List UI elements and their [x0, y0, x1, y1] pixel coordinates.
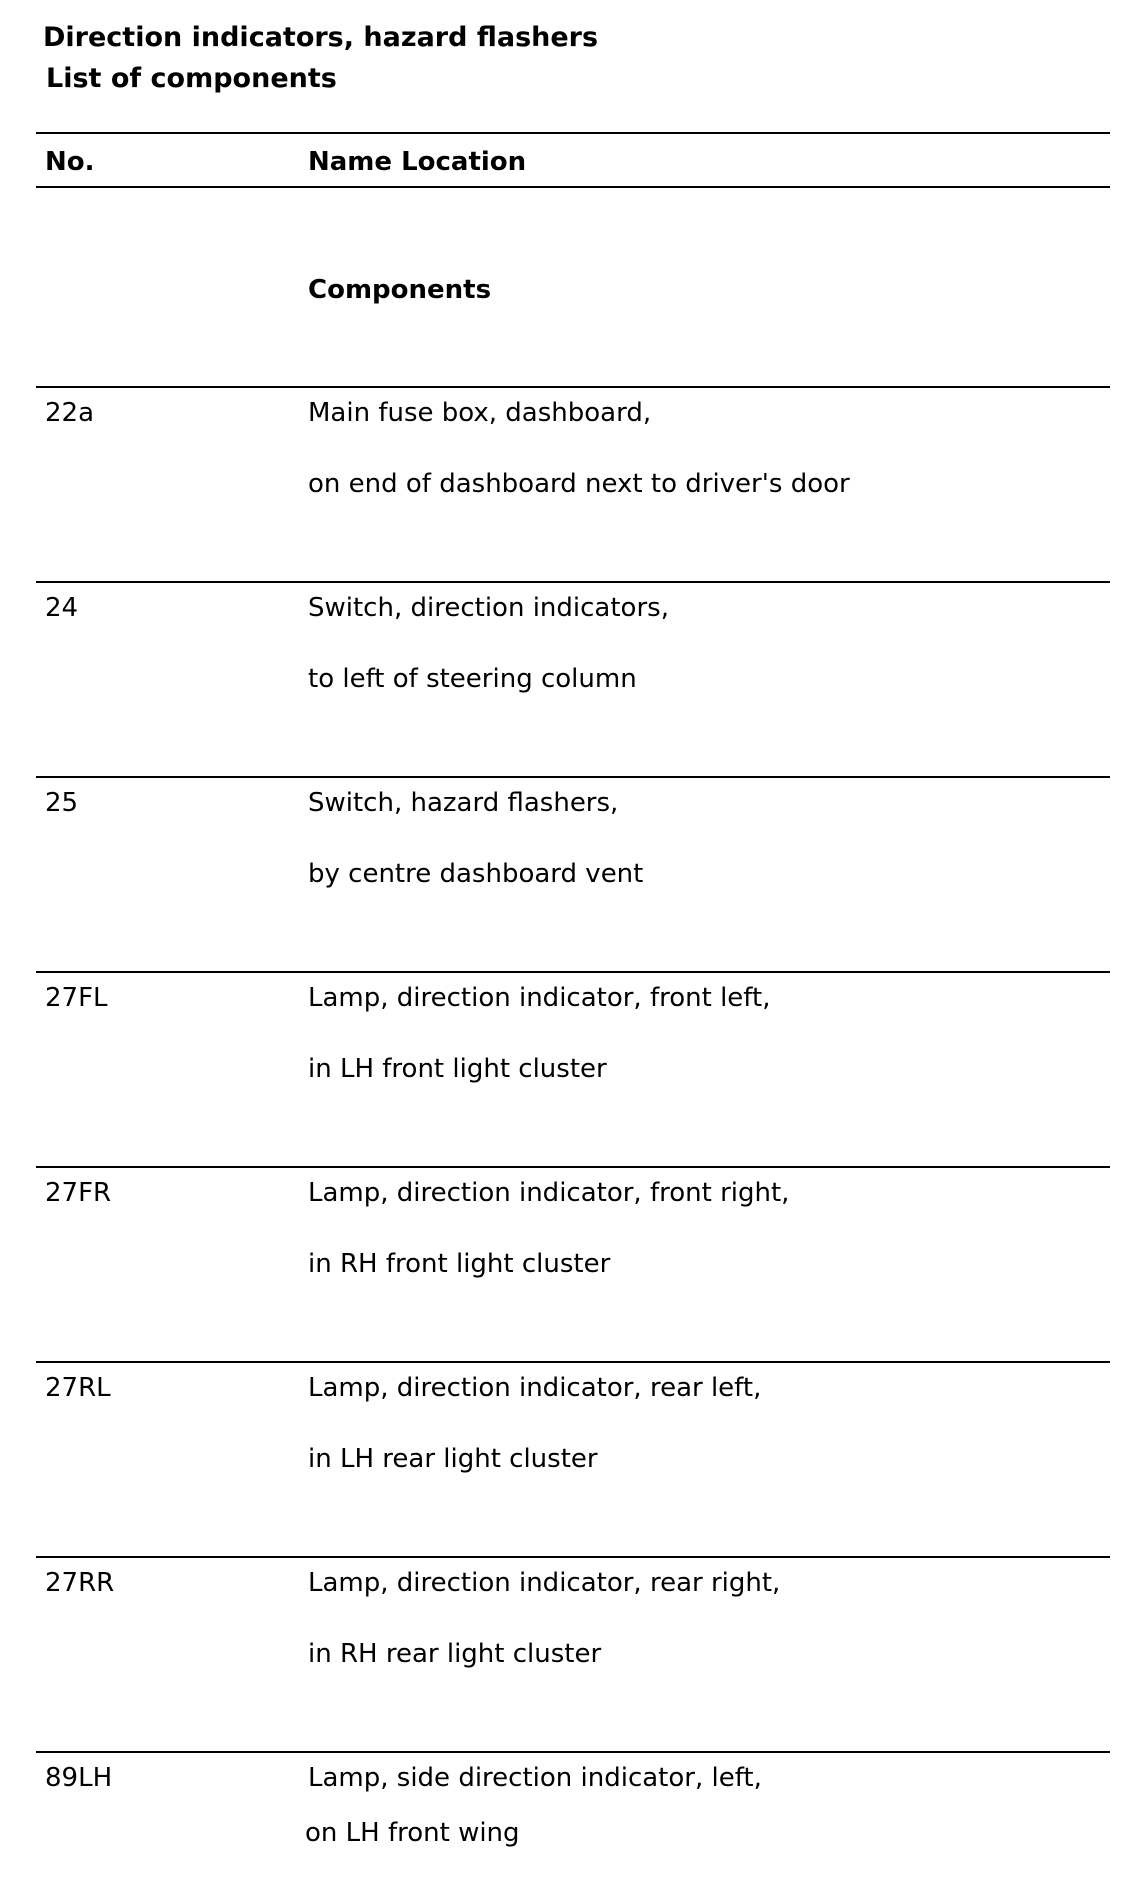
row-divider: [36, 386, 1110, 388]
row-no: 25: [45, 788, 79, 818]
row-location: in LH front light cluster: [308, 1054, 607, 1084]
row-location: on LH front wing: [305, 1818, 520, 1848]
row-divider: [36, 1751, 1110, 1753]
row-name: Switch, hazard flashers,: [308, 788, 619, 818]
row-name: Lamp, side direction indicator, left,: [308, 1763, 762, 1793]
row-divider: [36, 1361, 1110, 1363]
table-top-rule: [36, 132, 1110, 134]
row-name: Lamp, direction indicator, rear left,: [308, 1373, 762, 1403]
row-divider: [36, 1556, 1110, 1558]
row-location: on end of dashboard next to driver's door: [308, 469, 850, 499]
row-divider: [36, 1166, 1110, 1168]
row-divider: [36, 971, 1110, 973]
document-title: Direction indicators, hazard flashers: [43, 22, 599, 53]
row-no: 89LH: [45, 1763, 113, 1793]
row-no: 24: [45, 593, 79, 623]
row-no: 27RL: [45, 1373, 111, 1403]
row-no: 22a: [45, 398, 95, 428]
row-no: 27FR: [45, 1178, 112, 1208]
row-divider: [36, 581, 1110, 583]
row-location: in RH rear light cluster: [308, 1639, 602, 1669]
row-name: Main fuse box, dashboard,: [308, 398, 652, 428]
row-name: Lamp, direction indicator, front right,: [308, 1178, 790, 1208]
document-subtitle: List of components: [46, 63, 337, 94]
row-name: Switch, direction indicators,: [308, 593, 669, 623]
row-no: 27RR: [45, 1568, 115, 1598]
row-divider: [36, 776, 1110, 778]
header-bottom-rule: [36, 186, 1110, 188]
header-no: No.: [45, 147, 95, 177]
row-name: Lamp, direction indicator, front left,: [308, 983, 771, 1013]
row-location: in LH rear light cluster: [308, 1444, 598, 1474]
section-label: Components: [308, 275, 492, 305]
row-location: by centre dashboard vent: [308, 859, 644, 889]
row-location: in RH front light cluster: [308, 1249, 611, 1279]
row-no: 27FL: [45, 983, 108, 1013]
header-name-location: Name Location: [308, 147, 527, 177]
row-location: to left of steering column: [308, 664, 637, 694]
row-name: Lamp, direction indicator, rear right,: [308, 1568, 781, 1598]
